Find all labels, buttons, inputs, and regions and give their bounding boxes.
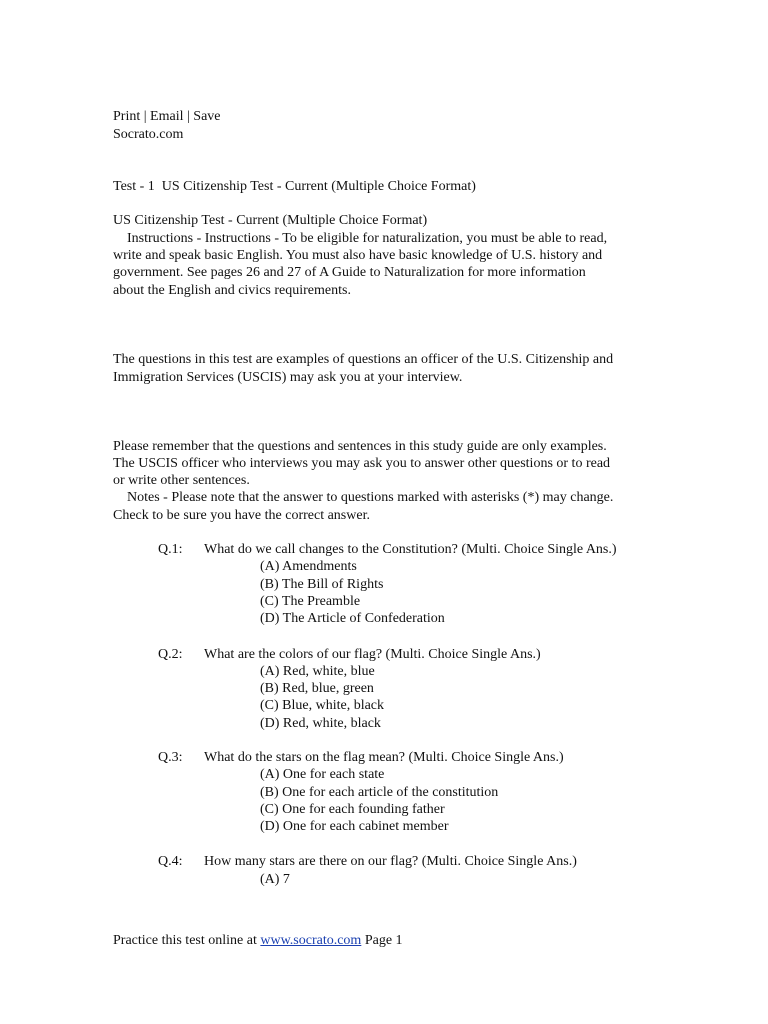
email-link[interactable]: Email — [150, 109, 184, 124]
remember-paragraph-line: The USCIS officer who interviews you may ask you to answer other questions or to read — [113, 456, 611, 471]
question-text: How many stars are there on our flag? (Multi. Choice Single Ans.) — [204, 854, 577, 869]
answer-option: (C) One for each founding father — [260, 802, 445, 817]
header-actions — [113, 108, 221, 125]
notes-line: Check to be sure you have the correct answer. — [113, 508, 370, 523]
instructions-line: Instructions - Instructions - To be eligible for naturalization, you must be able to read, — [113, 231, 608, 246]
answer-option: (A) 7 — [260, 872, 290, 887]
answer-option: (A) Amendments — [260, 559, 357, 574]
answer-option: (B) Red, blue, green — [260, 681, 374, 696]
answer-option: (D) The Article of Confederation — [260, 611, 445, 626]
remember-paragraph-line: or write other sentences. — [113, 473, 250, 488]
remember-paragraph-line: Please remember that the questions and sentences in this study guide are only examples. — [113, 439, 607, 454]
question-number: Q.2: — [158, 647, 183, 662]
answer-option: (A) One for each state — [260, 767, 385, 782]
page-number: Page 1 — [361, 933, 403, 948]
save-link[interactable]: Save — [193, 109, 221, 124]
page-footer — [113, 932, 403, 949]
answer-option: (A) Red, white, blue — [260, 664, 375, 679]
section-title: US Citizenship Test - Current (Multiple Choice Format) — [113, 213, 428, 228]
uscis-paragraph-line: The questions in this test are examples of questions an officer of the U.S. Citizenship and — [113, 352, 614, 367]
instructions-line: write and speak basic English. You must also have basic knowledge of U.S. history and — [113, 248, 603, 263]
separator: | — [140, 109, 151, 124]
answer-option: (D) Red, white, black — [260, 716, 381, 731]
notes-line: Notes - Please note that the answer to questions marked with asterisks (*) may change. — [113, 490, 614, 505]
question-number: Q.4: — [158, 854, 183, 869]
question-text: What do we call changes to the Constitution? (Multi. Choice Single Ans.) — [204, 542, 617, 557]
separator: | — [183, 109, 194, 124]
uscis-paragraph-line: Immigration Services (USCIS) may ask you at your interview. — [113, 370, 463, 385]
instructions-line: about the English and civics requirements. — [113, 283, 351, 298]
print-link[interactable]: Print — [113, 109, 141, 124]
instructions-line: government. See pages 26 and 27 of A Guide to Naturalization for more information — [113, 265, 586, 280]
answer-option: (C) The Preamble — [260, 594, 361, 609]
footer-prefix: Practice this test online at — [113, 933, 261, 948]
question-text: What are the colors of our flag? (Multi. Choice Single Ans.) — [204, 647, 541, 662]
site-name: Socrato.com — [113, 127, 184, 142]
answer-option: (B) One for each article of the constitution — [260, 785, 499, 800]
socrato-link[interactable]: www.socrato.com — [260, 933, 362, 948]
answer-option: (C) Blue, white, black — [260, 698, 385, 713]
question-text: What do the stars on the flag mean? (Multi. Choice Single Ans.) — [204, 750, 564, 765]
test-title: Test - 1 US Citizenship Test - Current (Multiple Choice Format) — [113, 179, 476, 194]
question-number: Q.3: — [158, 750, 183, 765]
question-number: Q.1: — [158, 542, 183, 557]
answer-option: (B) The Bill of Rights — [260, 577, 384, 592]
answer-option: (D) One for each cabinet member — [260, 819, 449, 834]
